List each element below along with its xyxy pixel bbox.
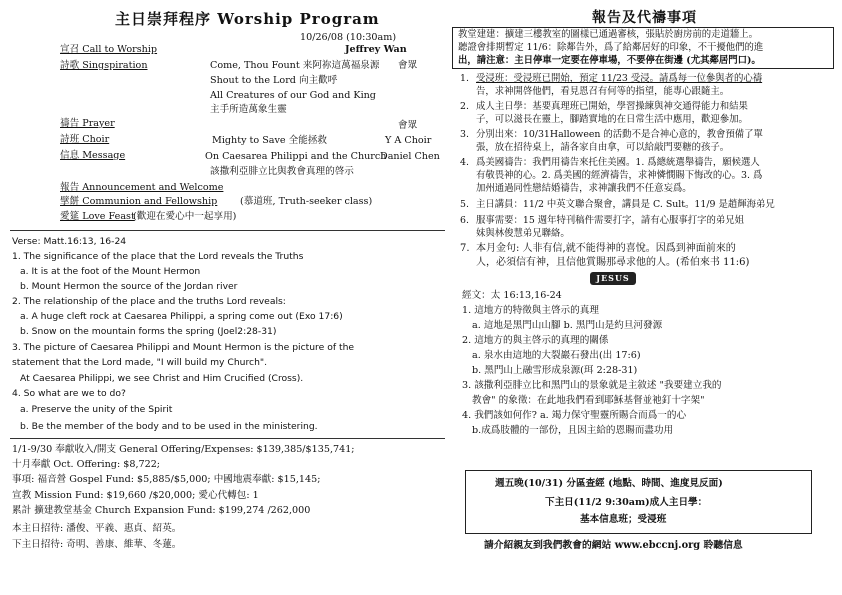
- choir-name: Y A Choir: [385, 135, 432, 146]
- notice-line-3: 出，請注意：主日停車一定要在停車場，不要停在街邊 (尤其鄰居門口)。: [458, 55, 761, 66]
- sermon-point-4: 4. So what are we to do?: [12, 388, 126, 399]
- ushers-next-week: 下主日招待: 奇明、善康、維華、冬蓮。: [12, 539, 182, 550]
- finance-mission: 宣教 Mission Fund: $19,660 /$20,000; 愛心代轉包: 1: [12, 490, 259, 501]
- zh-sermon-2a: a. 泉水由這地的大裂巖石發出(出 17:6): [472, 350, 641, 361]
- zh-sermon-1ab: a. 這地是黑門山山腳 b. 黑門山是約旦河發源: [472, 320, 663, 331]
- program-label-announcement: 報告 Announcement and Welcome: [60, 182, 224, 193]
- announcement-4-cont2: 加州通過同性戀結婚禱告，求神讓我們不任意妄爲。: [476, 183, 692, 194]
- memory-verse-cont: 人，必須信有神，且信他賞賜那尋求他的人。(希伯來书 11:6): [476, 257, 750, 268]
- announcement-6: 6. 服事需要：15 週年特刊稿件需要打字，請有心服事打字的弟兄姐: [460, 215, 745, 226]
- announcement-2-cont: 子，可以滋長在靈上，腳踏實地的在日常生活中應用，歡迎參加。: [476, 114, 748, 125]
- finance-general: 1/1-9/30 奉獻收入/開支 General Offering/Expenses: $139,385/$135,741;: [12, 444, 355, 455]
- announcements-title: 報告及代禱事項: [592, 10, 697, 26]
- song-1: Come, Thou Fount 来阿祢這萬福泉源: [210, 60, 380, 71]
- song-3-zh: 主手所造萬象生靈: [210, 104, 287, 115]
- announcement-6-cont: 妹與林俊慧弟兄聯絡。: [476, 228, 570, 239]
- sermon-point-4b: b. Be the member of the body and to be used in the ministering.: [20, 421, 318, 432]
- finance-expansion: 累計 擴建教堂基金 Church Expansion Fund: $199,274 /262,000: [12, 505, 311, 516]
- sermon-point-3-note: At Caesarea Philippi, we see Christ and Him Crucified (Cross).: [20, 373, 304, 384]
- sermon-point-1: 1. The significance of the place that the Lord reveals the Truths: [12, 251, 304, 262]
- program-label-message: 信息 Message: [60, 150, 126, 161]
- notice-line-1: 教堂建建：擴建三樓教室的圖樣已通過審核，張貼於廚房前的走道牆上。: [458, 29, 759, 40]
- program-label-prayer: 禱告 Prayer: [60, 118, 115, 129]
- announcement-5: 5. 主日講員：11/2 中英文聯合聚會，講員是 C. Sult。11/9 是趙輝海弟兄: [460, 199, 775, 210]
- zh-sermon-verse: 經文：太 16:13,16-24: [462, 290, 562, 301]
- service-date: 10/26/08 (10:30am): [300, 32, 397, 43]
- zh-sermon-2: 2. 這地方的與主啓示的真理的關係: [462, 335, 609, 346]
- prayer-leader: 會眾: [398, 120, 418, 131]
- notice-line-2: 聽證會排期暫定 11/6：除鄰告外，爲了給鄰居好的印象，不干擾他們的進: [458, 42, 764, 53]
- schedule-line-2: 下主日(11/2 9:30am)成人主日學：: [545, 497, 708, 508]
- sermon-point-1a: a. It is at the foot of the Mount Hermon: [20, 266, 201, 277]
- announcement-4: 4. 爲美國禱告：我們用禱告來托住美國。1. 爲總統選舉禱告，願候選人: [460, 157, 760, 168]
- sermon-verse: Verse: Matt.16:13, 16-24: [12, 236, 127, 247]
- announcement-2: 2. 成人主日學：基要真理班已開始，學習操練與神交通得能力和結果: [460, 101, 748, 112]
- zh-sermon-1: 1. 這地方的特徵與主啓示的真理: [462, 305, 599, 316]
- sermon-point-2b: b. Snow on the mountain forms the spring (Joel2:28-31): [20, 326, 277, 337]
- song-3: All Creatures of our God and King: [210, 90, 376, 101]
- program-label-call: 宣召 Call to Worship: [60, 44, 158, 55]
- zh-sermon-3-cont: 教會" 的象徵：在此地我們看到耶穌基督並祂釘十字架": [472, 395, 705, 406]
- program-label-communion: 擘餅 Communion and Fellowship: [60, 196, 218, 207]
- communion-note: (慕道班, Truth-seeker class): [240, 196, 373, 207]
- finance-gospel: 事項: 福音營 Gospel Fund: $5,885/$5,000; 中國地震奉獻: $15,145;: [12, 474, 321, 485]
- message-title: On Caesarea Philippi and the Church: [205, 151, 387, 162]
- song-2: Shout to the Lord 向主歡呼: [210, 75, 338, 86]
- ushers-this-week: 本主日招待: 潘俊、平義、惠貞、紹英。: [12, 523, 182, 534]
- jesus-banner: JESUS: [590, 272, 636, 285]
- schedule-line-3: 基本信息班；受浸班: [580, 514, 667, 525]
- website-footer: 請介紹親友到我們教會的網站 www.ebccnj.org 聆聽信息: [484, 540, 743, 551]
- program-label-love-feast: 愛筵 Love Feast: [60, 211, 135, 222]
- schedule-line-1: 週五晚(10/31) 分區查經 (地點、時間、進度見反面): [495, 478, 723, 489]
- zh-sermon-2b: b. 黑門山上融雪形成泉源(珥 2:28-31): [472, 365, 638, 376]
- sermon-point-2: 2. The relationship of the place and the truths Lord reveals:: [12, 296, 286, 307]
- love-feast-note: (歡迎在愛心中一起享用): [133, 211, 237, 222]
- announcement-3: 3. 分別出來：10/31Halloween 的活動不是合神心意的，教會預備了單: [460, 129, 763, 140]
- program-label-singspiration: 詩歌 Singspiration: [60, 60, 148, 71]
- program-title: 主日崇拜程序 Worship Program: [115, 10, 380, 28]
- program-leader: Jeffrey Wan: [345, 44, 407, 55]
- sermon-point-2a: a. A huge cleft rock at Caesarea Philippi, a spring come out (Exo 17:6): [20, 311, 343, 322]
- zh-sermon-4: 4. 我們該如何作? a. 竭力保守聖靈所賜合而爲一的心: [462, 410, 687, 421]
- sermon-point-1b: b. Mount Hermon the source of the Jordan river: [20, 281, 238, 292]
- choir-song: Mighty to Save 全能拯救: [212, 135, 328, 146]
- announcement-1: 1. 受浸班：受浸班已開始，預定 11/23 受浸。請爲每一位參與者的心禱: [460, 73, 763, 84]
- announcement-3-cont: 張，放在招待桌上，請各家自由拿，可以給敲門要糖的孩子。: [476, 142, 730, 153]
- program-label-choir: 詩班 Choir: [60, 134, 110, 145]
- song-leader: 會眾: [398, 60, 418, 71]
- announcement-4-cont: 有敬畏神的心。2. 爲美國的經濟禱告，求神憐憫賜下悔改的心。3. 爲: [476, 170, 763, 181]
- speaker: Daniel Chen: [380, 151, 440, 162]
- announcement-7: 7. 本月金句: 人非有信,就不能得神的喜悅。因爲到神面前來的: [460, 243, 736, 254]
- sermon-point-4a: a. Preserve the unity of the Spirit: [20, 404, 173, 415]
- zh-sermon-3: 3. 該撒利亞腓立比和黑門山的景象就是主敘述 "我要建立我的: [462, 380, 722, 391]
- zh-sermon-4b: b.成爲肢體的一部份，且因主給的恩賜而盡功用: [472, 425, 674, 436]
- message-title-zh: 該撒利亞腓立比與教會真理的啓示: [210, 166, 354, 177]
- sermon-point-3: 3. The picture of Caesarea Philippi and Mount Hermon is the picture of the: [12, 342, 355, 353]
- sermon-point-3-cont: statement that the Lord made, "I will build my Church".: [12, 357, 268, 368]
- announcement-1-cont: 告，求神開啓他們，看見恩召有何等的指望，能專心跟隨主。: [476, 86, 730, 97]
- finance-october: 十月奉獻 Oct. Offering: $8,722;: [12, 459, 161, 470]
